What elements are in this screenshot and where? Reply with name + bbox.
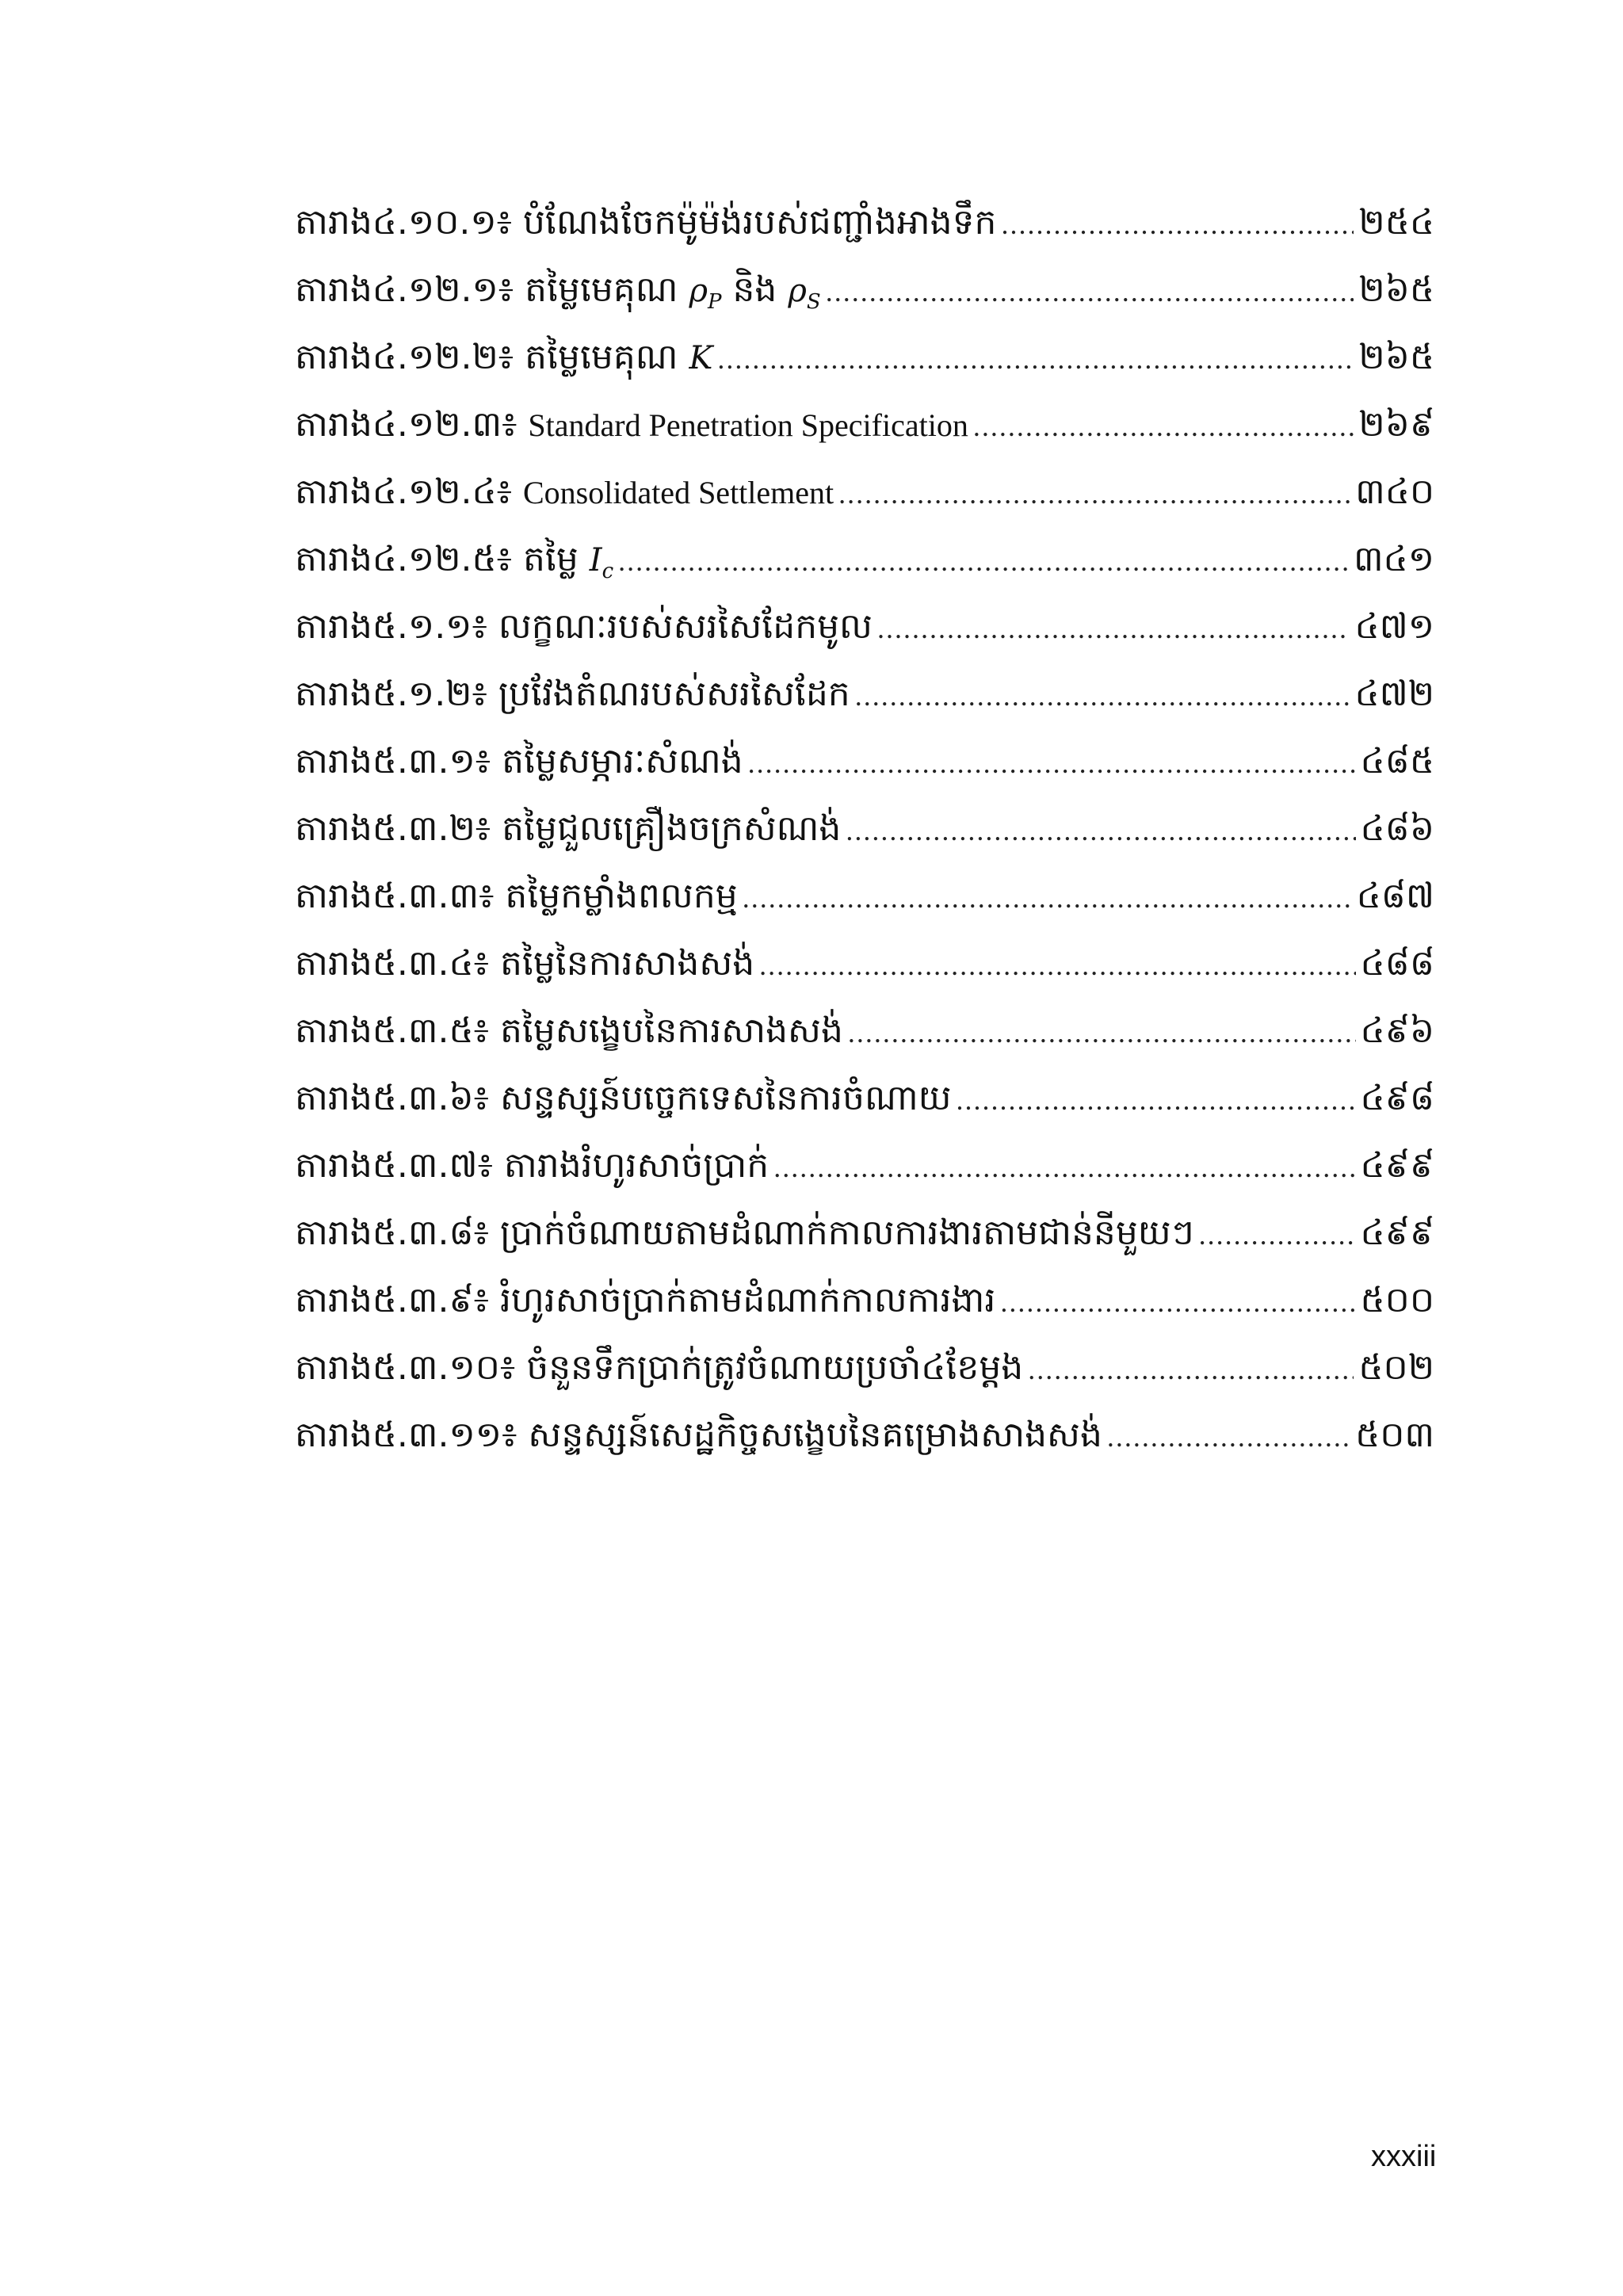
toc-entry-page: ៥០០ bbox=[1360, 1280, 1434, 1320]
toc-entry-title: រំហូរសាច់ប្រាក់តាមដំណាក់កាលការងារ bbox=[499, 1280, 996, 1320]
toc-entry[interactable] bbox=[295, 189, 1434, 256]
toc-entry-label: តារាង៤.១២.១៖ bbox=[295, 269, 514, 310]
toc-entry[interactable] bbox=[295, 525, 1434, 593]
dot-leader bbox=[743, 865, 1352, 932]
toc-entry-label: តារាង៥.៣.៦៖ bbox=[295, 1078, 489, 1118]
page-number: xxxiii bbox=[1371, 2140, 1437, 2173]
toc-entry-page: ៤៩៩ bbox=[1360, 1213, 1434, 1253]
toc-entry[interactable] bbox=[295, 1199, 1434, 1266]
toc-entry-label: តារាង៥.៣.២៖ bbox=[295, 808, 491, 849]
dot-leader bbox=[846, 797, 1355, 865]
toc-entry[interactable] bbox=[295, 862, 1434, 930]
math-symbol-ic: $I_c$ bbox=[589, 542, 614, 583]
dot-leader bbox=[1001, 191, 1354, 258]
toc-entry-title: តម្លៃនៃការសាងសង់ bbox=[499, 943, 755, 984]
toc-entry[interactable] bbox=[295, 593, 1434, 660]
toc-entry-label: តារាង៥.៣.៥៖ bbox=[295, 1010, 489, 1051]
toc-entry-page: ៤៨៨ bbox=[1360, 943, 1434, 984]
dot-leader bbox=[759, 932, 1355, 999]
toc-entry-page: ៤៨៥ bbox=[1360, 741, 1434, 781]
toc-entry-label: តារាង៥.៣.៩៖ bbox=[295, 1280, 489, 1320]
toc-entry-page: ៤៧២ bbox=[1354, 674, 1434, 714]
toc-entry-title: សន្ទស្សន៍បច្ចេកទេសនៃការចំណាយ bbox=[499, 1078, 952, 1118]
dot-leader bbox=[877, 595, 1350, 663]
toc-entry-title-text: តម្លៃមេគុណ bbox=[525, 337, 678, 377]
toc-entry[interactable] bbox=[295, 1132, 1434, 1199]
toc-entry-page: ៥០២ bbox=[1358, 1347, 1434, 1388]
math-symbol-k: K bbox=[689, 340, 713, 376]
dot-leader bbox=[748, 730, 1356, 797]
toc-entry-label: តារាង៤.១០.១៖ bbox=[295, 202, 512, 243]
toc-entry[interactable] bbox=[295, 1266, 1434, 1334]
toc-entry-label: តារាង៥.៣.៤៖ bbox=[295, 943, 489, 984]
toc-entry-page: ២៦៥ bbox=[1358, 337, 1434, 377]
toc-entry-title: ប្រាក់ចំណាយតាមដំណាក់កាលការងារតាមជាន់នីមួយៗ bbox=[499, 1213, 1194, 1253]
toc-entry-page: ៤៩៩ bbox=[1360, 1145, 1434, 1186]
dot-leader bbox=[1107, 1404, 1350, 1471]
toc-entry-label: តារាង៥.៣.១០៖ bbox=[295, 1347, 516, 1388]
toc-entry-title: ចំនួនទឹកប្រាក់ត្រូវចំណាយប្រចាំ៤ខែម្តង bbox=[526, 1347, 1024, 1388]
dot-leader bbox=[1000, 1269, 1355, 1336]
toc-entry[interactable] bbox=[295, 256, 1434, 323]
dot-leader bbox=[973, 393, 1354, 460]
dot-leader bbox=[773, 1134, 1355, 1201]
toc-entry-label: តារាង៥.៣.៨៖ bbox=[295, 1213, 489, 1253]
toc-entry-page: ៣៤០ bbox=[1355, 472, 1434, 512]
toc-entry[interactable] bbox=[295, 1334, 1434, 1401]
toc-entry-title: Consolidated Settlement bbox=[522, 475, 834, 510]
toc-entry-conjunction: និង bbox=[732, 269, 777, 310]
list-of-tables bbox=[295, 189, 1434, 1469]
toc-entry[interactable] bbox=[295, 1401, 1434, 1469]
toc-entry-title-text: តម្លៃមេគុណ bbox=[525, 269, 678, 310]
toc-entry-page: ៤៨៦ bbox=[1360, 808, 1434, 849]
toc-entry-title: Standard Penetration Specification bbox=[528, 407, 968, 443]
toc-entry-title-text: តម្លៃ bbox=[522, 539, 579, 579]
math-symbol-rho-s: $\rho_S$ bbox=[788, 273, 821, 314]
toc-entry[interactable] bbox=[295, 458, 1434, 525]
math-symbol-rho-p: $\rho_P$ bbox=[689, 273, 722, 314]
toc-entry-label: តារាង៥.៣.៣៖ bbox=[295, 876, 495, 916]
dot-leader bbox=[855, 663, 1350, 730]
toc-entry-label: តារាង៥.៣.១៖ bbox=[295, 741, 491, 781]
dot-leader bbox=[1199, 1201, 1356, 1269]
toc-entry-label: តារាង៤.១២.៥៖ bbox=[295, 539, 512, 579]
toc-entry-title: ប្រវែងតំណរបស់សរសៃដែក bbox=[498, 674, 850, 714]
toc-entry-page: ៥០៣ bbox=[1355, 1415, 1434, 1455]
toc-entry-title: តម្លៃកម្លាំងពលកម្ម bbox=[505, 876, 738, 916]
toc-entry-page: ៣៤១ bbox=[1353, 539, 1434, 579]
toc-entry[interactable] bbox=[295, 323, 1434, 391]
toc-entry-label: តារាង៤.១២.២៖ bbox=[295, 337, 514, 377]
toc-entry[interactable] bbox=[295, 1064, 1434, 1132]
toc-entry-title: បំណែងចែកម៉ូម៉ង់របស់ជញ្ជាំងអាងទឹក bbox=[522, 202, 997, 243]
toc-entry-title: តារាងរំហូរសាច់ប្រាក់ bbox=[503, 1145, 769, 1186]
toc-entry-page: ២៦៩ bbox=[1358, 404, 1434, 445]
toc-entry[interactable] bbox=[295, 930, 1434, 997]
toc-entry-title: សន្ទស្សន៍សេដ្ឋកិច្ចសង្ខេបនៃគម្រោងសាងសង់ bbox=[528, 1415, 1102, 1455]
dot-leader bbox=[717, 326, 1354, 393]
toc-entry[interactable] bbox=[295, 997, 1434, 1064]
dot-leader bbox=[848, 999, 1356, 1067]
dot-leader bbox=[957, 1067, 1356, 1134]
dot-leader bbox=[838, 460, 1350, 528]
toc-entry-page: ៤៩៨ bbox=[1360, 1078, 1434, 1118]
dot-leader bbox=[826, 258, 1354, 326]
toc-entry-page: ៤៧១ bbox=[1354, 606, 1434, 647]
dot-leader bbox=[618, 528, 1349, 595]
toc-entry-label: តារាង៤.១២.៣៖ bbox=[295, 404, 517, 445]
dot-leader bbox=[1028, 1336, 1354, 1404]
toc-entry-page: ៤៨៧ bbox=[1356, 876, 1434, 916]
toc-entry-label: តារាង៥.១.១៖ bbox=[295, 606, 487, 647]
toc-entry-label: តារាង៥.១.២៖ bbox=[295, 674, 487, 714]
toc-entry-label: តារាង៤.១២.៤៖ bbox=[295, 472, 512, 512]
toc-entry-label: តារាង៥.៣.១១៖ bbox=[295, 1415, 517, 1455]
toc-entry-title: លក្ខណៈរបស់សរសៃដែកមូល bbox=[498, 606, 873, 647]
toc-entry[interactable] bbox=[295, 795, 1434, 862]
toc-entry-title: តម្លៃសង្ខេបនៃការសាងសង់ bbox=[499, 1010, 843, 1051]
toc-entry-page: ៤៩៦ bbox=[1360, 1010, 1434, 1051]
toc-entry-title: តម្លៃសម្ភារៈសំណង់ bbox=[502, 741, 743, 781]
toc-entry-page: ២៥៤ bbox=[1358, 202, 1434, 243]
toc-entry-page: ២៦៥ bbox=[1358, 269, 1434, 310]
toc-entry[interactable] bbox=[295, 660, 1434, 728]
toc-entry-title bbox=[514, 323, 712, 392]
toc-entry-label: តារាង៥.៣.៧៖ bbox=[295, 1145, 493, 1186]
toc-entry-title: តម្លៃជួលគ្រឿងចក្រសំណង់ bbox=[502, 808, 842, 849]
toc-entry[interactable] bbox=[295, 391, 1434, 458]
toc-entry[interactable] bbox=[295, 728, 1434, 795]
